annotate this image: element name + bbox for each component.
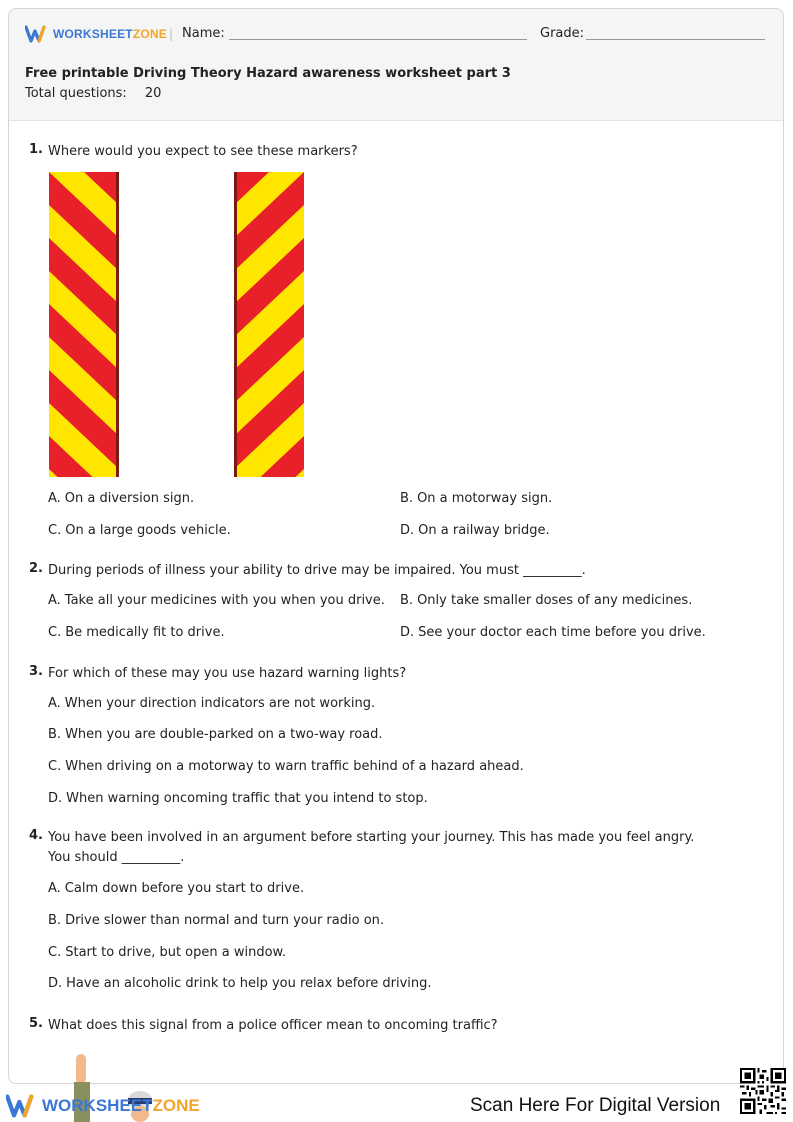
- question-number: 3.: [29, 664, 43, 679]
- worksheet-header: [9, 9, 783, 121]
- footer-brand-logo: [6, 1094, 200, 1118]
- option-2a[interactable]: [48, 593, 385, 608]
- brand-worksheet-text: WORKSHEET: [53, 27, 133, 41]
- option-letter: D.: [400, 625, 415, 640]
- question-text: For which of these may you use hazard warning lights?: [48, 666, 407, 681]
- scan-here-text: Scan Here For Digital Version: [470, 1095, 721, 1116]
- option-3d[interactable]: [48, 791, 428, 806]
- chevron-marker-left-image: [49, 172, 119, 477]
- name-field[interactable]: [229, 39, 527, 40]
- option-3c[interactable]: [48, 759, 524, 774]
- option-text: On a motorway sign.: [417, 491, 553, 506]
- option-2b[interactable]: [400, 593, 692, 608]
- total-questions-label: Total questions:: [25, 86, 127, 101]
- grade-label: Grade:: [540, 26, 585, 41]
- option-letter: C.: [48, 945, 62, 960]
- qr-code-icon[interactable]: [740, 1068, 786, 1114]
- header-separator: |: [169, 27, 174, 41]
- brand-w-icon: [25, 25, 49, 43]
- option-letter: A.: [48, 593, 61, 608]
- option-text: On a diversion sign.: [64, 491, 195, 506]
- worksheet-title: Free printable Driving Theory Hazard awareness worksheet part 3: [25, 66, 511, 81]
- question-number: 4.: [29, 828, 43, 843]
- question-text: What does this signal from a police officer mean to oncoming traffic?: [48, 1018, 498, 1033]
- option-2c[interactable]: [48, 625, 225, 640]
- worksheet-page: [8, 8, 784, 1084]
- option-letter: A.: [48, 881, 61, 896]
- option-text: On a railway bridge.: [418, 523, 550, 538]
- option-1b[interactable]: [400, 491, 552, 506]
- option-letter: B.: [400, 491, 414, 506]
- option-letter: B.: [48, 727, 62, 742]
- option-letter: B.: [400, 593, 414, 608]
- option-text: Be medically fit to drive.: [65, 625, 225, 640]
- option-text: Start to drive, but open a window.: [65, 945, 287, 960]
- option-letter: D.: [48, 791, 63, 806]
- brand-logo: [25, 25, 167, 43]
- brand-zone-text: ZONE: [132, 27, 167, 41]
- option-3b[interactable]: [48, 727, 383, 742]
- option-4c[interactable]: [48, 945, 286, 960]
- footer-brand-worksheet-text: WORKSHEET: [42, 1096, 153, 1115]
- option-text: When you are double-parked on a two-way road.: [65, 727, 383, 742]
- option-letter: C.: [48, 759, 62, 774]
- option-letter: A.: [48, 696, 61, 711]
- question-number: 5.: [29, 1016, 43, 1031]
- option-1a[interactable]: [48, 491, 194, 506]
- option-1d[interactable]: [400, 523, 550, 538]
- option-letter: B.: [48, 913, 62, 928]
- option-text: When warning oncoming traffic that you intend to stop.: [66, 791, 428, 806]
- question-text: You have been involved in an argument before starting your journey. This has made you feel angry. You should _________.: [48, 830, 695, 865]
- question-number: 2.: [29, 561, 43, 576]
- name-label: Name:: [182, 26, 225, 41]
- total-questions-value: 20: [144, 86, 162, 101]
- option-text: Have an alcoholic drink to help you relax before driving.: [66, 976, 432, 991]
- footer-brand-zone-text: ZONE: [152, 1096, 200, 1115]
- option-text: When driving on a motorway to warn traffic behind of a hazard ahead.: [65, 759, 524, 774]
- question-text: During periods of illness your ability to drive may be impaired. You must _________.: [48, 563, 586, 578]
- option-2d[interactable]: [400, 625, 706, 640]
- option-text: Calm down before you start to drive.: [64, 881, 305, 896]
- option-letter: C.: [48, 523, 62, 538]
- option-text: Drive slower than normal and turn your radio on.: [65, 913, 385, 928]
- option-text: When your direction indicators are not working.: [64, 696, 376, 711]
- option-1c[interactable]: [48, 523, 231, 538]
- option-letter: D.: [48, 976, 63, 991]
- page-footer: [0, 1084, 793, 1122]
- option-letter: D.: [400, 523, 415, 538]
- option-4a[interactable]: [48, 881, 304, 896]
- option-text: Only take smaller doses of any medicines.: [417, 593, 693, 608]
- option-text: Take all your medicines with you when you drive.: [64, 593, 385, 608]
- total-questions: [25, 86, 161, 101]
- grade-field[interactable]: [586, 39, 765, 40]
- option-letter: A.: [48, 491, 61, 506]
- option-4d[interactable]: [48, 976, 432, 991]
- question-text: Where would you expect to see these markers?: [48, 144, 358, 159]
- option-text: On a large goods vehicle.: [65, 523, 231, 538]
- option-letter: C.: [48, 625, 62, 640]
- option-4b[interactable]: [48, 913, 384, 928]
- question-number: 1.: [29, 142, 43, 157]
- option-3a[interactable]: [48, 696, 375, 711]
- chevron-marker-right-image: [234, 172, 304, 477]
- footer-brand-w-icon: [6, 1094, 38, 1118]
- option-text: See your doctor each time before you drive.: [418, 625, 706, 640]
